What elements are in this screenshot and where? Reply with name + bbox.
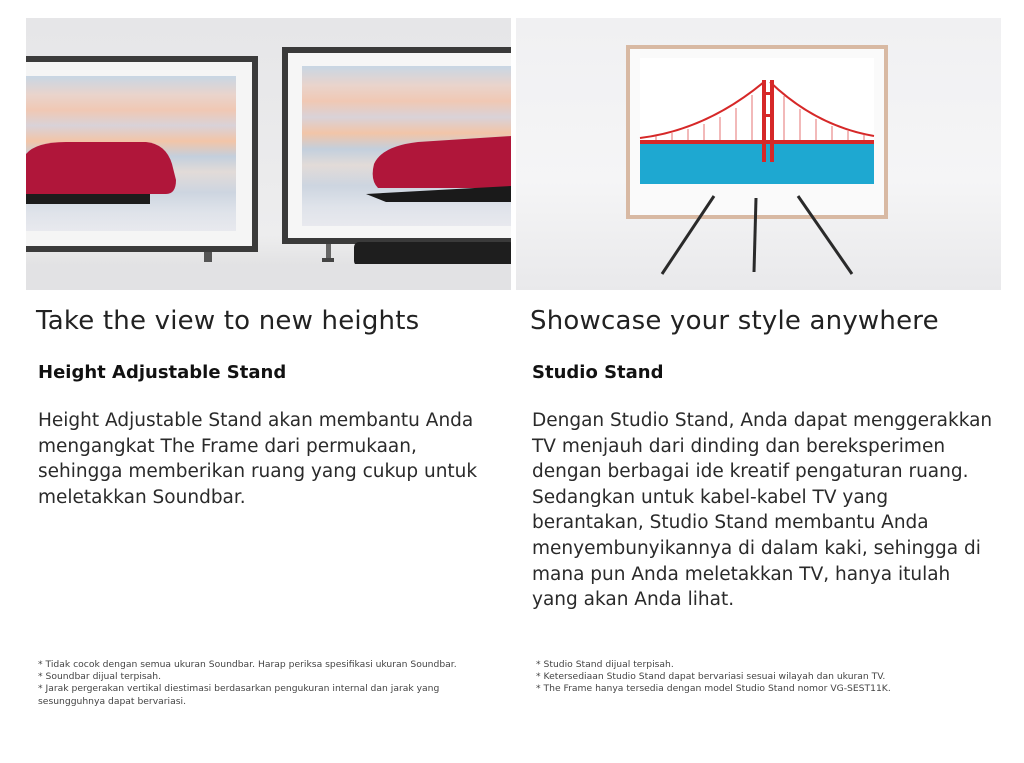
water-illustration	[640, 144, 874, 184]
description-line: dengan berbagai ide kreatif pengaturan ruang.	[532, 461, 969, 483]
description-line: mengangkat The Frame dari permukaan,	[38, 435, 417, 457]
footnotes	[38, 659, 457, 708]
description-line: Height Adjustable Stand akan membantu Anda	[38, 410, 474, 431]
stand-leg-center	[754, 198, 756, 272]
section-heading: Take the view to new heights	[36, 306, 420, 336]
description-line: TV menjauh dari dinding dan bereksperimen	[532, 435, 946, 457]
car-left-illustration	[26, 142, 176, 194]
description-line: berantakan, Studio Stand membantu Anda	[532, 512, 929, 534]
description-line: menyembunyikannya di dalam kaki, sehingga di	[532, 537, 981, 559]
studio-stand-image	[516, 18, 1001, 290]
description-line: meletakkan Soundbar.	[38, 486, 246, 508]
description-line: Sedangkan untuk kabel-kabel TV yang	[532, 486, 889, 508]
height-adjustable-stand-image	[26, 18, 511, 290]
studio-stand-illustration	[516, 18, 1001, 290]
description-line: yang akan Anda lihat.	[532, 589, 735, 611]
description-line: mana pun Anda meletakkan TV, hanya itulah	[532, 563, 951, 585]
footnote: * Tidak cocok dengan semua ukuran Soundbar. Harap periksa spesifikasi ukuran Soundbar.	[38, 659, 457, 670]
feature-description	[38, 408, 477, 510]
frame-tv-pair-illustration	[26, 18, 511, 290]
feature-title: Height Adjustable Stand	[38, 362, 287, 383]
section-heading: Showcase your style anywhere	[530, 306, 939, 336]
footnote: * The Frame hanya tersedia dengan model Studio Stand nomor VG-SEST11K.	[536, 683, 891, 695]
feature-description	[532, 408, 992, 613]
description-line: sehingga memberikan ruang yang cukup untuk	[38, 461, 478, 483]
footnote: * Soundbar dijual terpisah.	[38, 671, 162, 683]
feature-title: Studio Stand	[532, 362, 664, 383]
description-line: Dengan Studio Stand, Anda dapat menggerakkan	[532, 410, 993, 431]
footnote: * Ketersediaan Studio Stand dapat bervariasi sesuai wilayah dan ukuran TV.	[536, 671, 886, 683]
footnote: sesungguhnya dapat bervariasi.	[38, 695, 186, 707]
soundbar-illustration	[354, 242, 511, 266]
footnote: * Studio Stand dijual terpisah.	[536, 659, 674, 670]
footnote: * Jarak pergerakan vertikal diestimasi berdasarkan pengukuran internal dan jarak yang	[38, 683, 440, 695]
footnotes	[536, 659, 891, 696]
